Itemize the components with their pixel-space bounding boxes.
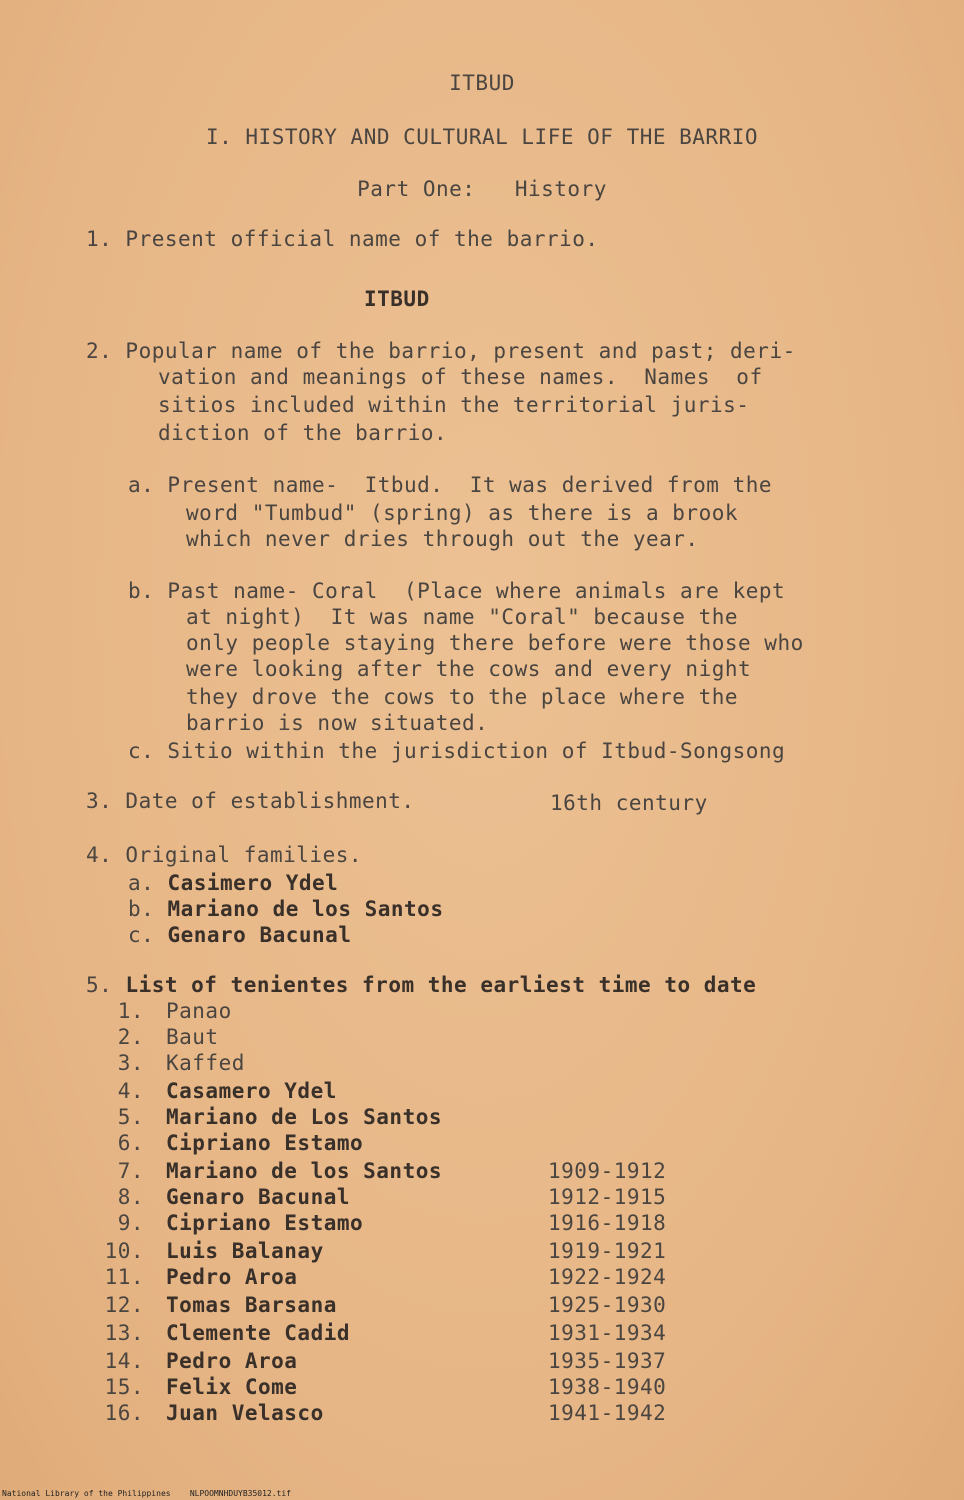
item-2a-line-3: which never dries through out the year. — [186, 527, 699, 551]
footer-credit: National Library of the Philippines NLPOOMNHDUYB35012.tif — [2, 1489, 291, 1498]
teniente-term-years: 1935-1937 — [548, 1349, 667, 1373]
teniente-name: Mariano de Los Santos — [166, 1105, 443, 1129]
family-3: c. Genaro Bacunal — [128, 923, 352, 947]
family-1: a. Casimero Ydel — [128, 871, 339, 895]
teniente-term-years: 1916-1918 — [548, 1211, 667, 1235]
teniente-number: 7. — [117, 1159, 144, 1183]
teniente-name: Genaro Bacunal — [166, 1185, 351, 1209]
teniente-term-years: 1941-1942 — [548, 1401, 667, 1425]
item-3-answer: 16th century — [550, 791, 708, 815]
barrio-heading: ITBUD — [449, 71, 515, 95]
item-2b-line-3: only people staying there before were those who — [186, 631, 804, 655]
teniente-term-years: 1931-1934 — [548, 1321, 667, 1345]
item-2-line-3: sitios included within the territorial juris- — [158, 393, 750, 417]
teniente-number: 1. — [117, 999, 144, 1023]
item-2b-line-5: they drove the cows to the place where the — [186, 685, 739, 709]
item-2-line-2: vation and meanings of these names. Names of — [158, 365, 763, 389]
item-2-line-1: 2. Popular name of the barrio, present and past; deri- — [86, 339, 796, 363]
item-2c-line: c. Sitio within the jurisdiction of Itbud-Songsong — [128, 739, 786, 763]
family-2: b. Mariano de los Santos — [128, 897, 444, 921]
teniente-name: Juan Velasco — [166, 1401, 324, 1425]
item-2a-line-1: a. Present name- Itbud. It was derived from the — [128, 473, 773, 497]
teniente-name: Casamero Ydel — [166, 1079, 337, 1103]
part-title: Part One: History — [357, 177, 607, 201]
teniente-name: Clemente Cadid — [166, 1321, 351, 1345]
item-3-question: 3. Date of establishment. — [86, 789, 415, 813]
teniente-name: Baut — [166, 1025, 219, 1049]
teniente-name: Tomas Barsana — [166, 1293, 337, 1317]
teniente-term-years: 1919-1921 — [548, 1239, 667, 1263]
item-2a-line-2: word "Tumbud" (spring) as there is a brook — [186, 501, 739, 525]
teniente-number: 9. — [117, 1211, 144, 1235]
teniente-number: 10. — [104, 1239, 144, 1263]
teniente-name: Mariano de los Santos — [166, 1159, 443, 1183]
teniente-number: 16. — [104, 1401, 144, 1425]
item-2b-line-2: at night) It was name "Coral" because the — [186, 605, 739, 629]
teniente-number: 8. — [117, 1185, 144, 1209]
teniente-term-years: 1909-1912 — [548, 1159, 667, 1183]
teniente-name: Kaffed — [166, 1051, 245, 1075]
teniente-number: 13. — [104, 1321, 144, 1345]
teniente-name: Cipriano Estamo — [166, 1211, 364, 1235]
teniente-term-years: 1922-1924 — [548, 1265, 667, 1289]
teniente-number: 15. — [104, 1375, 144, 1399]
teniente-number: 14. — [104, 1349, 144, 1373]
teniente-term-years: 1912-1915 — [548, 1185, 667, 1209]
teniente-number: 6. — [117, 1131, 144, 1155]
teniente-term-years: 1938-1940 — [548, 1375, 667, 1399]
teniente-name: Panao — [166, 999, 232, 1023]
teniente-name: Luis Balanay — [166, 1239, 324, 1263]
item-1-question: 1. Present official name of the barrio. — [86, 227, 599, 251]
teniente-number: 12. — [104, 1293, 144, 1317]
item-4-question: 4. Original families. — [86, 843, 363, 867]
item-2b-line-6: barrio is now situated. — [186, 711, 489, 735]
teniente-number: 11. — [104, 1265, 144, 1289]
item-2-line-4: diction of the barrio. — [158, 421, 448, 445]
teniente-number: 2. — [117, 1025, 144, 1049]
item-2b-line-1: b. Past name- Coral (Place where animals are kept — [128, 579, 786, 603]
item-1-answer: ITBUD — [364, 287, 430, 311]
teniente-name: Pedro Aroa — [166, 1265, 298, 1289]
item-2b-line-4: were looking after the cows and every night — [186, 657, 752, 681]
teniente-number: 4. — [117, 1079, 144, 1103]
section-title: I. HISTORY AND CULTURAL LIFE OF THE BARRIO — [205, 125, 758, 149]
item-5-question: 5. List of tenientes from the earliest time to date — [86, 973, 757, 997]
teniente-name: Pedro Aroa — [166, 1349, 298, 1373]
teniente-name: Felix Come — [166, 1375, 298, 1399]
teniente-number: 5. — [117, 1105, 144, 1129]
teniente-name: Cipriano Estamo — [166, 1131, 364, 1155]
teniente-number: 3. — [117, 1051, 144, 1075]
teniente-term-years: 1925-1930 — [548, 1293, 667, 1317]
